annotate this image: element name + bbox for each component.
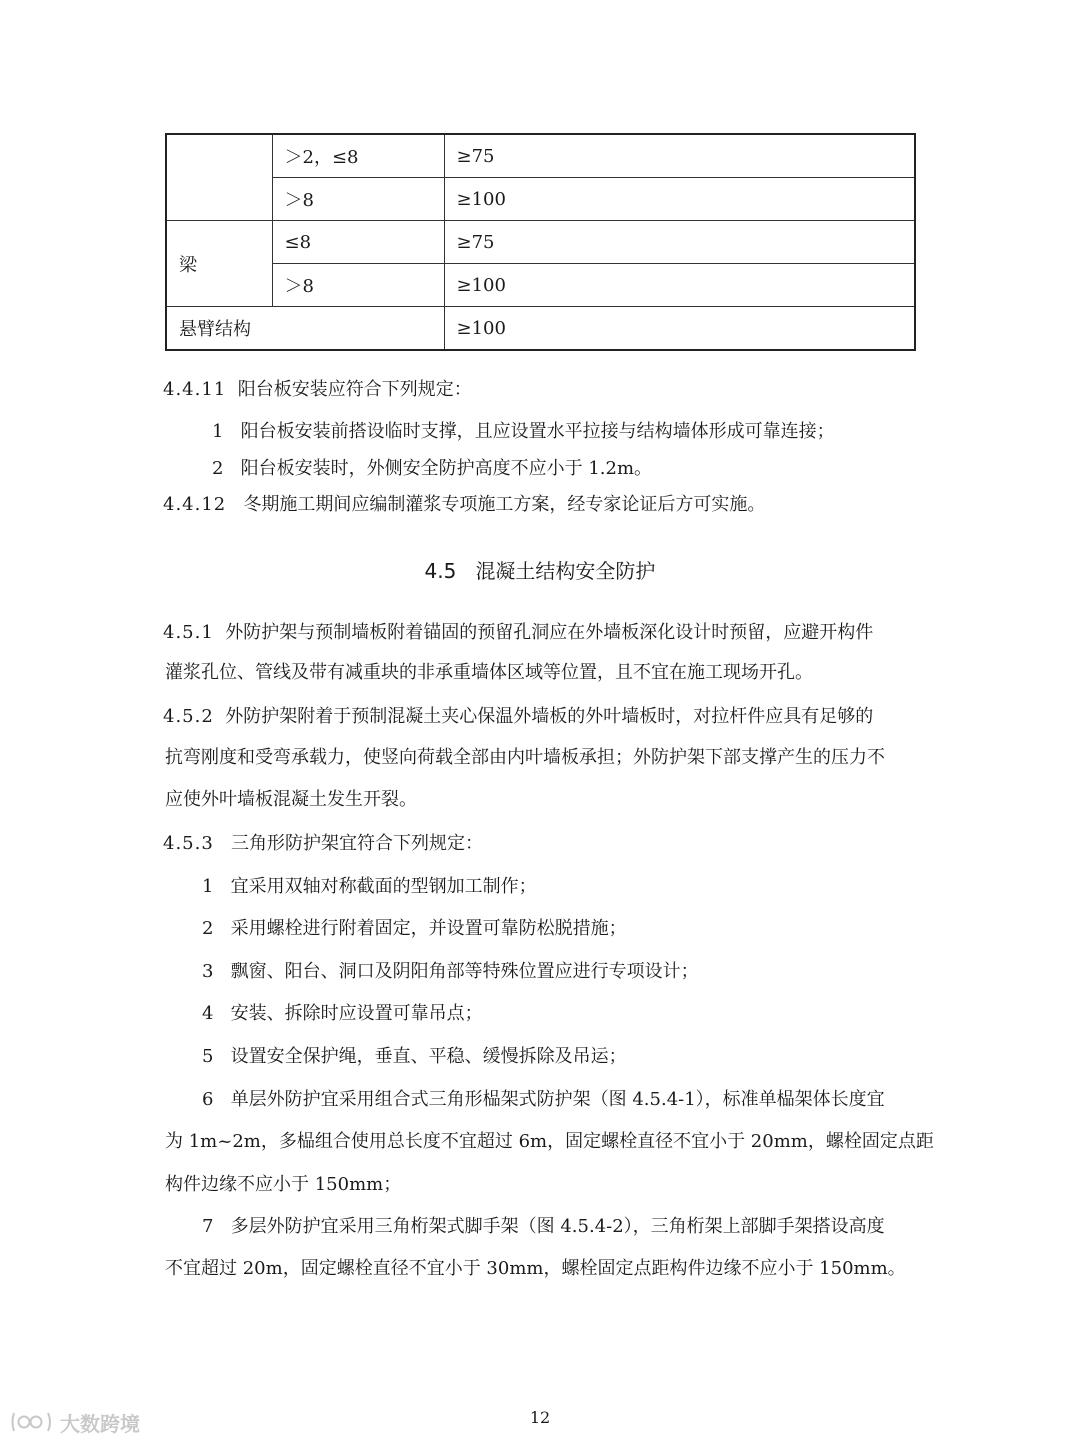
clause-4-5-2 [163,705,873,729]
item-text: 宜采用双轴对称截面的型钢加工制作； [230,876,537,897]
clause-text-line: 抗弯刚度和受弯承载力，使竖向荷载全部由内叶墙板承担；外防护架下部支撑产生的压力不 [165,747,885,768]
clause-text: 外防护架附着于预制混凝土夹心保温外墙板的外叶墙板时，对拉杆件应具有足够的 [225,706,874,727]
table-row [166,221,915,264]
clause-text: 三角形防护架宜符合下列规定： [230,833,483,854]
clause-number: 4.4.12 [163,494,227,515]
list-item [202,1002,483,1026]
item-text: 设置安全保护绳，垂直、平稳、缓慢拆除及吊运； [230,1046,627,1067]
table-row [166,307,915,351]
clause-4-5-1 [163,621,873,645]
section-title: 混凝土结构安全防护 [475,559,656,583]
item-text: 飘窗、阳台、洞口及阴阳角部等特殊位置应进行专项设计； [230,961,699,982]
clause-number: 4.5.1 [163,622,214,643]
section-number: 4.5 [424,559,457,583]
item-text: 采用螺栓进行附着固定，并设置可靠防松脱措施； [230,918,627,939]
item-number: 1 [212,421,224,442]
clause-4-4-12 [163,493,765,517]
item-text-line: 不宜超过 20m，固定螺栓直径不宜小于 30mm，螺栓固定点距构件边缘不应小于 150mm。 [165,1258,906,1279]
clause-text: 冬期施工期间应编制灌浆专项施工方案，经专家论证后方可实施。 [243,494,766,515]
clause-number: 4.4.11 [163,379,227,400]
watermark-text: 大数跨境 [60,1411,140,1436]
item-number: 7 [202,1216,214,1237]
table-cell: ≥100 [444,178,915,221]
list-item [202,875,537,899]
item-number: 4 [202,1003,214,1024]
clause-text: 阳台板安装应符合下列规定： [237,379,472,400]
item-text-line: 构件边缘不应小于 150mm； [165,1174,402,1195]
item-number: 1 [202,876,214,897]
table-cell: ≥75 [444,221,915,264]
item-text: 安装、拆除时应设置可靠吊点； [230,1003,483,1024]
page-number: 12 [529,1408,551,1427]
item-text: 阳台板安装时，外侧安全防护高度不应小于 1.2m。 [240,458,653,479]
list-item [202,1045,627,1069]
table-row [166,264,915,307]
list-item [202,960,699,984]
section-heading [0,555,1080,584]
clause-4-5-3 [163,832,483,856]
item-text: 多层外防护宜采用三角桁架式脚手架（图 4.5.4-2），三角桁架上部脚手架搭设高度 [230,1216,885,1237]
list-item [202,917,627,941]
table-row [166,178,915,221]
item-text-line: 为 1m~2m，多榀组合使用总长度不宜超过 6m，固定螺栓直径不宜小于 20mm，螺栓固定点距 [165,1131,934,1152]
clause-4-4-11 [163,378,472,402]
table-cell: ≤8 [272,221,444,264]
table-cell: 梁 [166,221,272,307]
table-cell: ≥100 [444,264,915,307]
list-item [202,1215,885,1239]
table-cell: ≥75 [444,134,915,178]
table-cell: ＞8 [272,178,444,221]
item-text: 单层外防护宜采用组合式三角形榀架式防护架（图 4.5.4-1），标准单榀架体长度宜 [230,1089,885,1110]
item-text: 阳台板安装前搭设临时支撑，且应设置水平拉接与结构墙体形成可靠连接； [240,421,835,442]
clause-text: 外防护架与预制墙板附着锚固的预留孔洞应在外墙板深化设计时预留，应避开构件 [225,622,874,643]
table-row [166,134,915,178]
list-item [212,420,835,444]
table-cell: ＞8 [272,264,444,307]
clause-text-line: 应使外叶墙板混凝土发生开裂。 [165,789,417,810]
list-item [202,1088,885,1112]
item-number: 3 [202,961,214,982]
table-cell: ≥100 [444,307,915,351]
clause-number: 4.5.2 [163,706,214,727]
table-cell: 悬臂结构 [166,307,444,351]
table-cell [166,134,272,221]
clause-text-line: 灌浆孔位、管线及带有减重块的非承重墙体区域等位置，且不宜在施工现场开孔。 [165,662,813,683]
item-number: 5 [202,1046,214,1067]
item-number: 6 [202,1089,214,1110]
table-cell: ＞2，≤8 [272,134,444,178]
spec-table [165,133,916,351]
list-item [212,457,652,481]
item-number: 2 [212,458,224,479]
item-number: 2 [202,918,214,939]
clause-number: 4.5.3 [163,833,214,854]
